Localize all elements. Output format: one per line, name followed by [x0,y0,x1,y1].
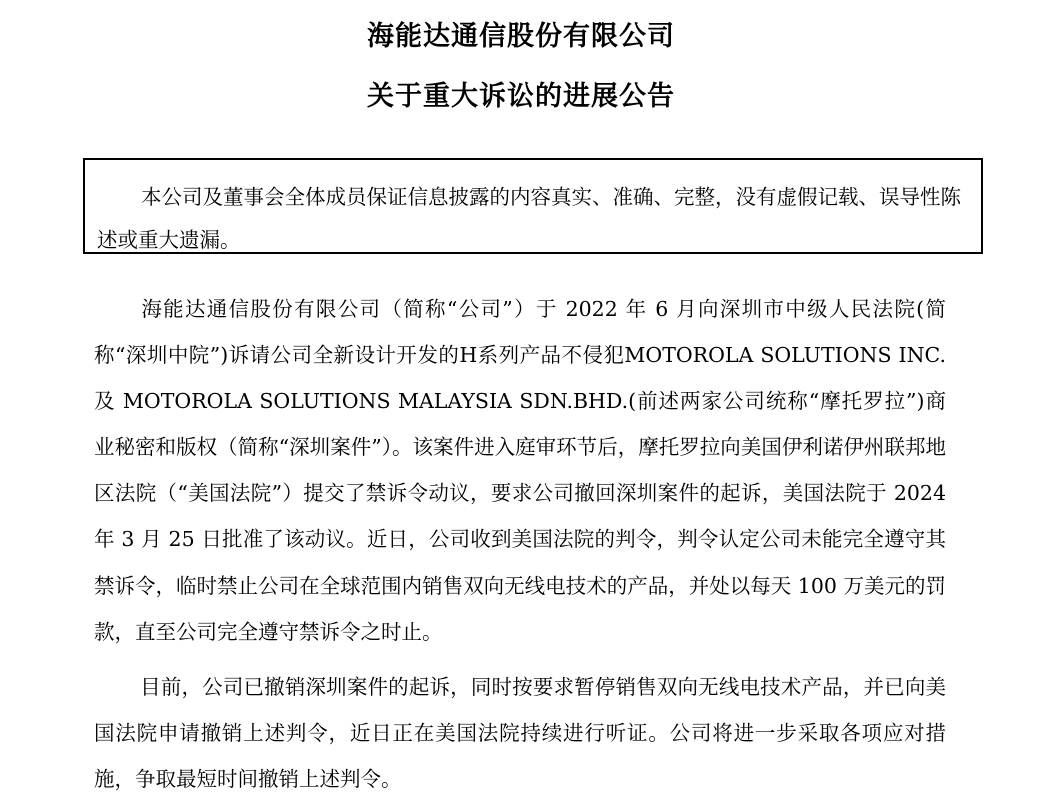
notice-statement-text: 本公司及董事会全体成员保证信息披露的内容真实、准确、完整，没有虚假记载、误导性陈述或重大遗漏。 [97,185,961,252]
body-paragraph-2-text: 目前，公司已撤销深圳案件的起诉，同时按要求暂停销售双向无线电技术产品，并已向美国法院申请撤销上述判令，近日正在美国法院持续进行听证。公司将进一步采取各项应对措施，争取最短时间撤销上述判令。 [94,675,946,792]
company-title: 海能达通信股份有限公司 [367,21,675,52]
board-guarantee-notice [83,158,983,254]
announcement-title: 关于重大诉讼的进展公告 [367,81,675,112]
body-paragraph-1 [94,286,946,655]
body-paragraph-1-text: 海能达通信股份有限公司（简称“公司”）于 2022 年 6 月向深圳市中级人民法院(简称“深圳中院”)诉请公司全新设计开发的H系列产品不侵犯MOTOROLA SOLUTIONS INC.及 MOTOROLA SOLUTIONS MALAYSIA SDN.BHD.(前述两家公司统称“摩托罗拉”)商业秘密和版权（简称“深圳案件”）。该案件进入庭审环节后，摩托罗拉向美国伊利诺伊州联邦地区法院（“美国法院”）提交了禁诉令动议，要求公司撤回深圳案件的起诉，美国法院于 2024 年 3 月 25 日批准了该动议。近日，公司收到美国法院的判令，判令认定公司未能完全遵守其禁诉令，临时禁止公司在全球范围内销售双向无线电技术的产品，并处以每天 100 万美元的罚款，直至公司完全遵守禁诉令之时止。 [94,297,946,644]
body-paragraph-2 [94,664,946,802]
